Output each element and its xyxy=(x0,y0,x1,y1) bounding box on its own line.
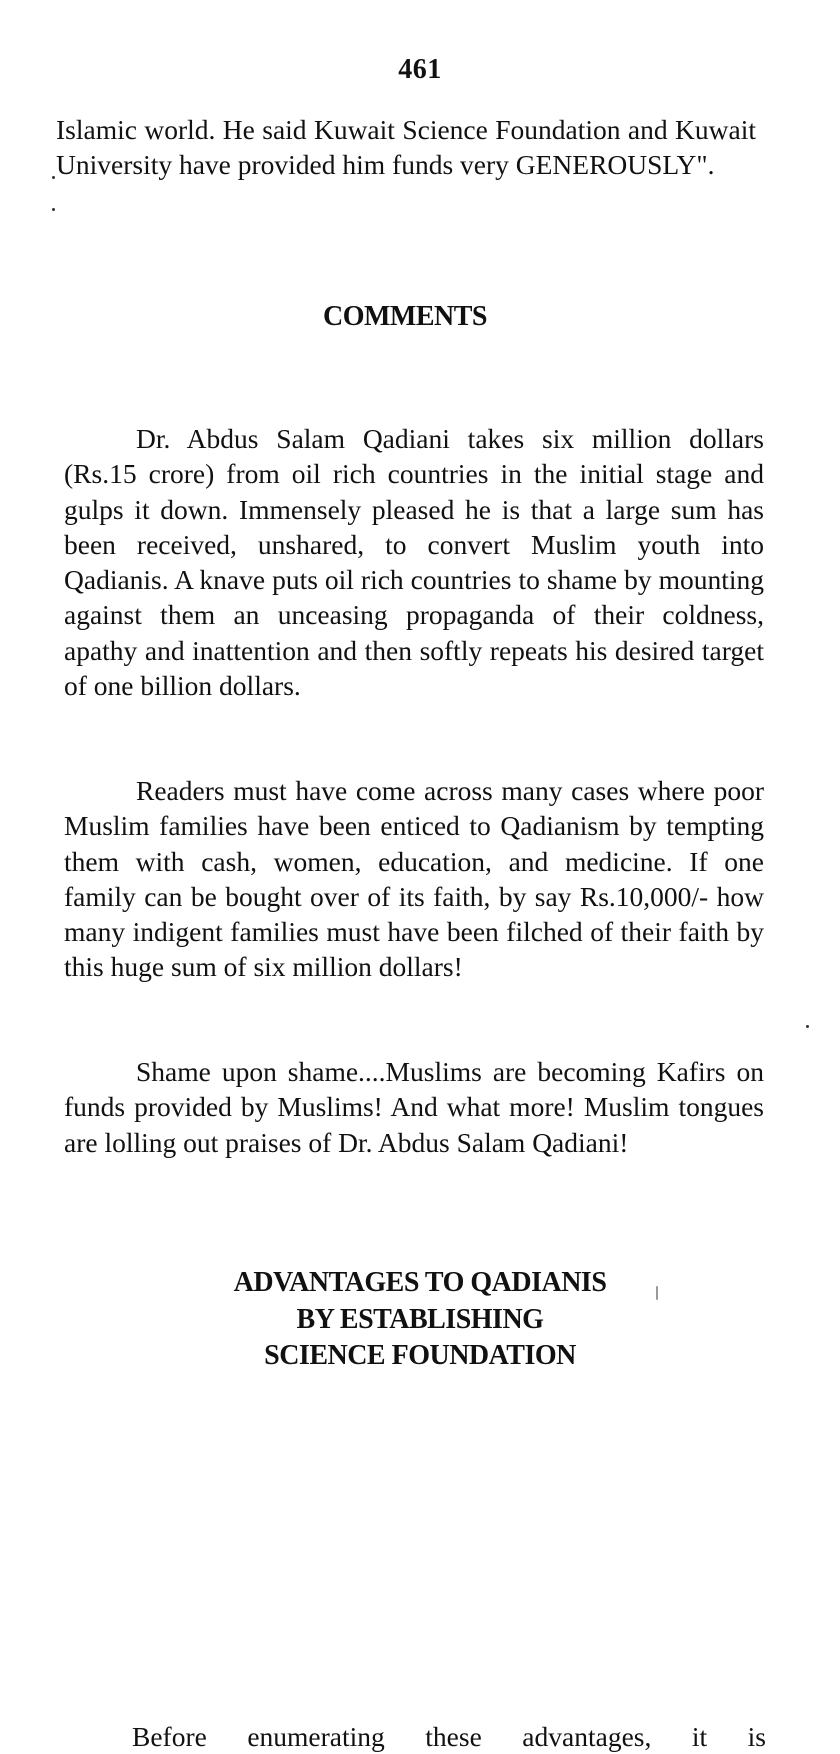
advantages-heading-line-2: BY ESTABLISHING xyxy=(296,1303,544,1335)
advantages-heading xyxy=(0,1265,840,1375)
body-paragraph-3: Shame upon shame....Muslims are becoming Kafirs on funds provided by Muslims! And what more! Muslim tongues are lolling out praises of Dr. Abdus Salam Qadiani! xyxy=(64,1056,764,1158)
advantages-heading-line-1: ADVANTAGES TO QADIANIS xyxy=(233,1267,607,1298)
page-number: 461 xyxy=(398,54,442,85)
body-paragraph-1: Dr. Abdus Salam Qadiani takes six million dollars (Rs.15 crore) from oil rich countries in the initial stage and gulps it down. Immensely pleased he is that a large sum has been received, unshared, to convert Muslim youth into Qadianis. A knave puts oil rich countries to shame by mounting against them an unceasing propaganda of their coldness, apathy and inattention and then softly repeats his desired target of one billion dollars. xyxy=(64,423,764,702)
body-paragraph-2: Readers must have come across many cases where poor Muslim families have been enticed to Qadianism by tempting them with cash, women, education, and medicine. If one family can be bought over of its faith, by say Rs.10,000/- how many indigent families must have been filched of their faith by this huge sum of six million dollars! xyxy=(64,775,764,983)
scan-speck xyxy=(806,1025,809,1028)
advantages-heading-line-3: SCIENCE FOUNDATION xyxy=(264,1340,576,1371)
scan-speck xyxy=(656,1286,658,1300)
scan-speck xyxy=(52,176,55,179)
intro-paragraph: Islamic world. He said Kuwait Science Foundation and Kuwait University have provided him funds very GENEROUSLY". xyxy=(56,114,756,181)
scan-speck xyxy=(52,208,55,211)
closing-line: Before enumerating these advantages, it is xyxy=(132,1721,766,1752)
comments-heading: COMMENTS xyxy=(323,301,487,332)
